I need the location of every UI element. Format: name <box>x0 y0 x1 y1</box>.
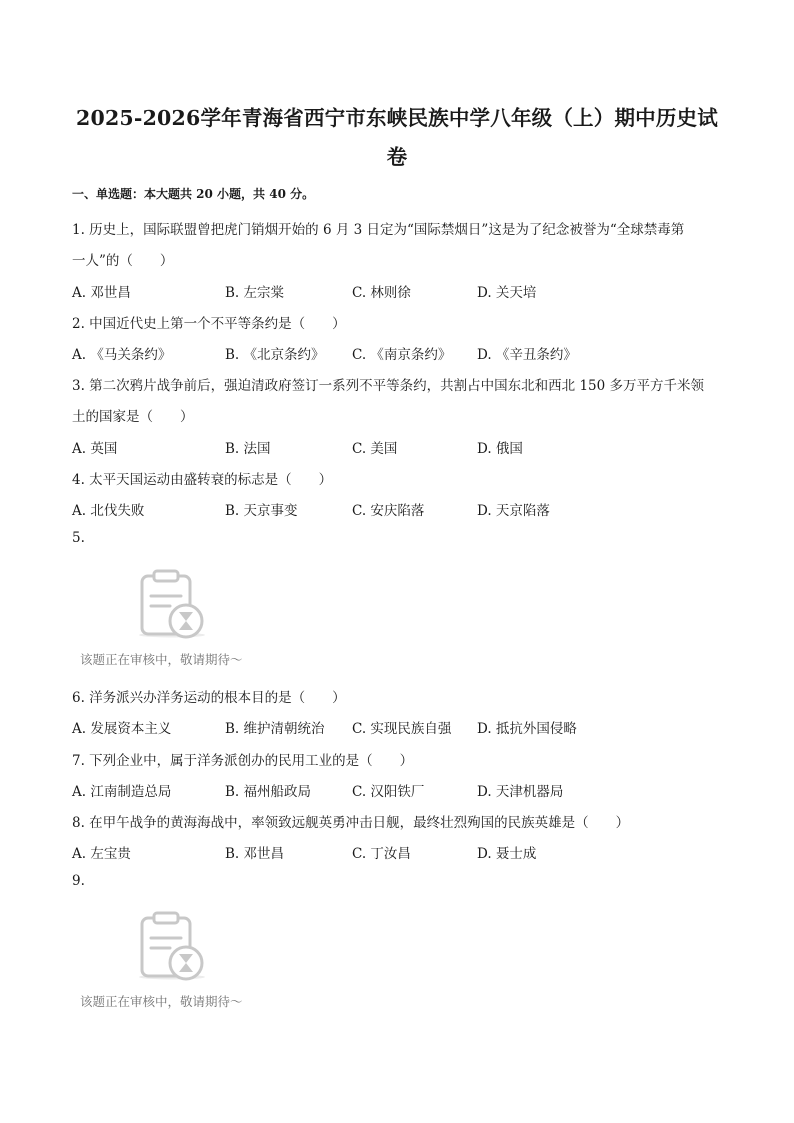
option-a: A. 英国 <box>72 441 118 457</box>
question-3-stem-line-1: 3. 第二次鸦片战争前后，强迫清政府签订一系列不平等条约，共割占中国东北和西北 150 多万平方千米领 <box>72 378 705 394</box>
question-4-stem: 4. 太平天国运动由盛转衰的标志是（ ） <box>72 472 333 488</box>
question-4-options <box>72 499 732 519</box>
option-d: D. 抵抗外国侵略 <box>477 721 577 737</box>
question-1-options <box>72 281 732 301</box>
section-header: 一、单选题：本大题共 20 小题，共 40 分。 <box>72 187 315 201</box>
option-b: B. 天京事变 <box>225 503 298 519</box>
option-d: D. 俄国 <box>477 441 523 457</box>
option-c: C. 林则徐 <box>352 285 411 301</box>
option-c: C. 美国 <box>352 441 398 457</box>
question-2-stem: 2. 中国近代史上第一个不平等条约是（ ） <box>72 316 346 332</box>
option-b: B. 维护清朝统治 <box>225 721 325 737</box>
question-3-options <box>72 437 732 457</box>
question-1-stem-line-2: 一人”的（ ） <box>72 253 174 269</box>
option-c: C. 汉阳铁厂 <box>352 784 425 800</box>
option-b: B. 法国 <box>225 441 271 457</box>
option-d: D. 《辛丑条约》 <box>477 347 577 363</box>
question-5-review-placeholder: 该题正在审核中，敬请期待～ <box>80 652 243 667</box>
clipboard-hourglass-icon <box>134 908 210 982</box>
option-b: B. 邓世昌 <box>225 846 285 862</box>
option-d: D. 天京陷落 <box>477 503 550 519</box>
option-c: C. 丁汝昌 <box>352 846 411 862</box>
exam-title-line-2: 卷 <box>386 145 408 169</box>
option-d: D. 关天培 <box>477 285 537 301</box>
question-8-stem: 8. 在甲午战争的黄海海战中，率领致远舰英勇冲击日舰，最终壮烈殉国的民族英雄是（ ） <box>72 815 630 831</box>
option-a: A. 左宝贵 <box>72 846 131 862</box>
option-d: D. 天津机器局 <box>477 784 564 800</box>
question-1-stem-line-1: 1. 历史上，国际联盟曾把虎门销烟开始的 6 月 3 日定为“国际禁烟日”这是为了纪念被誉为“全球禁毒第 <box>72 222 685 238</box>
option-b: B. 福州船政局 <box>225 784 312 800</box>
option-b: B. 《北京条约》 <box>225 347 325 363</box>
option-c: C. 安庆陷落 <box>352 503 425 519</box>
question-9-review-placeholder: 该题正在审核中，敬请期待～ <box>80 994 243 1009</box>
question-9-number: 9. <box>72 873 85 889</box>
option-d: D. 聂士成 <box>477 846 537 862</box>
question-7-options <box>72 780 732 800</box>
clipboard-hourglass-icon <box>134 566 210 640</box>
question-3-stem-line-2: 土的国家是（ ） <box>72 409 194 425</box>
option-a: A. 邓世昌 <box>72 285 131 301</box>
question-6-stem: 6. 洋务派兴办洋务运动的根本目的是（ ） <box>72 690 346 706</box>
question-8-options <box>72 842 732 862</box>
option-a: A. 《马关条约》 <box>72 347 172 363</box>
question-6-options <box>72 717 732 737</box>
question-7-stem: 7. 下列企业中，属于洋务派创办的民用工业的是（ ） <box>72 753 414 769</box>
question-2-options <box>72 343 732 363</box>
option-a: A. 北伐失败 <box>72 503 145 519</box>
question-5-number: 5. <box>72 530 85 546</box>
option-a: A. 江南制造总局 <box>72 784 172 800</box>
option-c: C. 实现民族自强 <box>352 721 452 737</box>
option-b: B. 左宗棠 <box>225 285 285 301</box>
option-c: C. 《南京条约》 <box>352 347 452 363</box>
exam-title-line-1: 2025-2026学年青海省西宁市东峡民族中学八年级（上）期中历史试 <box>76 106 718 130</box>
option-a: A. 发展资本主义 <box>72 721 172 737</box>
